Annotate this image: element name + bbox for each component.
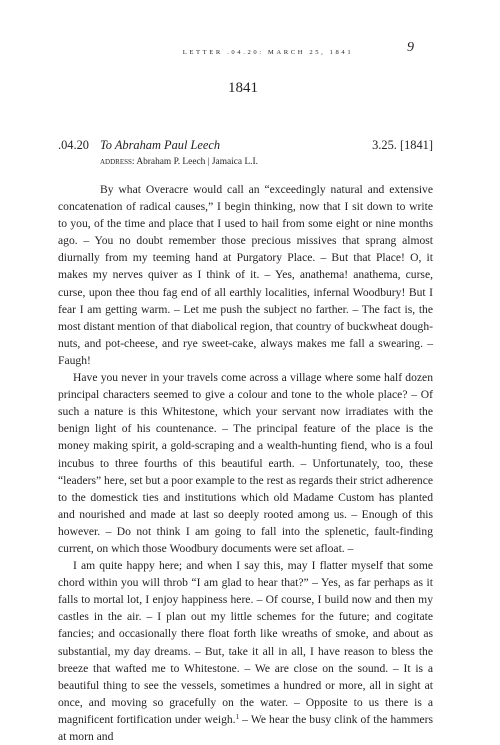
address-label: address: bbox=[100, 157, 135, 167]
paragraph-3 bbox=[58, 557, 433, 745]
address-line bbox=[100, 157, 258, 167]
letter-body bbox=[58, 181, 433, 745]
paragraph-2: Have you never in your travels come across a village where some half dozen principal characters seemed to give a colour and tone to the whole place? – Of such a nature is this Whitestone, which your servant now irradiates with the benign light of his countenance. – The principal feature of the place is the money making spirit, a gold-scraping and a wealth-hunting fiend, who is a foul incubus to three fourths of this beautiful earth. – Unfortunately, too, these “leaders” here, set but a poor example to the rest as regards their strict adherence to the domestick ties and institutions which old Madame Custom has planted and nourished and made at last so deeply rooted among us. – Enough of this however. – Do not think I am going to fall into the splenetic, fault-finding current, on which those Woodbury documents were set afloat. – bbox=[58, 371, 434, 555]
letter-number: .04.20 bbox=[58, 138, 89, 152]
letter-date: 3.25. [1841] bbox=[372, 138, 433, 152]
paragraph-3-continuation: – We hear the busy clink of the hammers at morn and bbox=[58, 712, 433, 743]
address-name: Abraham P. Leech bbox=[136, 157, 206, 167]
running-head: LETTER .04.20: MARCH 25, 1841 bbox=[182, 49, 354, 56]
year-heading: 1841 bbox=[228, 80, 258, 96]
paragraph-3-text: I am quite happy here; and when I say this, may I flatter myself that some chord within you will throb “I am glad to hear that?” – Yes, as far perhaps as it falls to mortal lot, I enjoy happiness here. – Of course, I build now and then my castles in the air. – I plan out my little schemes for the future; and cogitate fancies; and occasionally there float forth like wreaths of smoke, and about as substantial, my day dreams. – But, take it all in all, I have reason to bless the breeze that wafted me to Whitestone. – We are close on the sound. – It is a beautiful thing to see the vessels, sometimes a hundred or more, all in sight at once, and moving so gracefully on the water. – Opposite to us there is a magnificent fortification under weigh. bbox=[58, 559, 433, 726]
footnote-marker[interactable]: 1 bbox=[235, 712, 240, 721]
paragraph-1: By what Overacre would call an “exceedingly natural and extensive concatenation of radical causes,” I begin thinking, now that I sit down to write to you, of the time and place that I used to hail from some eight or nine months ago. – You no doubt remember those precious missives that sprang almost diurnally from my teeming hand at Purgatory Place. – But that Place! O, it makes my nerves quiver as I think of it. – Yes, anathema! anathema, curse, curse, upon thee thou fag end of all earthly localities, infernal Woodbury! But I fear I am getting warm. – Let me push the subject no farther. – The fact is, the most distant mention of that diabolical region, that country of buckwheat dough-nuts, and pot-cheese, and rye sweet-cake, always makes me fall a swearing. – Faugh! bbox=[58, 183, 433, 367]
letter-recipient: To Abraham Paul Leech bbox=[100, 138, 221, 152]
address-separator: | bbox=[207, 157, 210, 167]
address-place: Jamaica L.I. bbox=[211, 157, 258, 167]
page-number: 9 bbox=[407, 40, 414, 55]
